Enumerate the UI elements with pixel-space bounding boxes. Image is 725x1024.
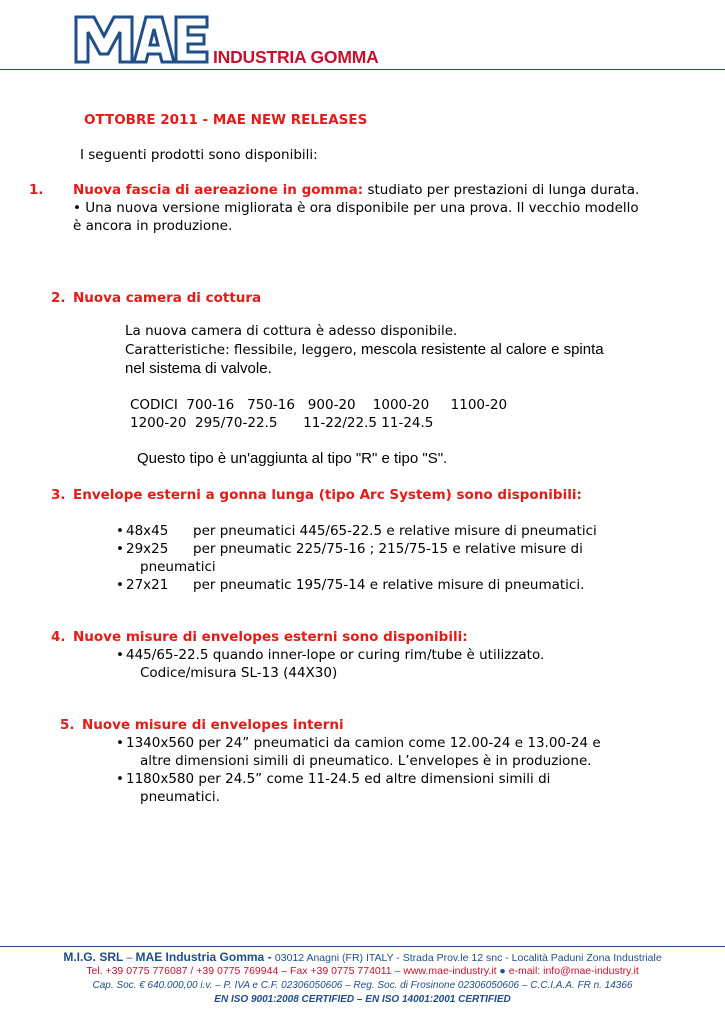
section-2-heading: Nuova camera di cottura bbox=[73, 290, 262, 306]
section-1-heading: Nuova fascia di aereazione in gomma: bbox=[73, 182, 364, 198]
bullet-text-cont: pneumatici bbox=[140, 559, 216, 575]
bullet-text: 1180x580 per 24.5” come 11-24.5 ed altre dimensioni simili di bbox=[126, 771, 551, 787]
section-4-number: 4. bbox=[51, 629, 66, 645]
brand-name: INDUSTRIA GOMMA bbox=[213, 47, 379, 67]
section-3-number: 3. bbox=[51, 487, 66, 503]
bullet-text: per pneumatic 195/75-14 e relative misure di pneumatici. bbox=[193, 577, 585, 593]
section-5-heading: Nuove misure di envelopes interni bbox=[82, 717, 344, 733]
bullet-size: 48x45 bbox=[126, 523, 169, 539]
list-item bbox=[116, 540, 597, 576]
bullet-size: 27x21 bbox=[126, 577, 169, 593]
document-title: OTTOBRE 2011 - MAE NEW RELEASES bbox=[84, 112, 368, 128]
section-2-line3: nel sistema di valvole. bbox=[125, 360, 272, 377]
header-divider bbox=[0, 69, 725, 70]
section-5-list bbox=[116, 734, 601, 806]
section-2-note: Questo tipo è un'aggiunta al tipo "R" e tipo "S". bbox=[137, 450, 448, 467]
bullet-text: per pneumatic 225/75-16 ; 215/75-15 e relative misure di bbox=[193, 541, 583, 557]
section-2-line2 bbox=[125, 341, 604, 358]
section-2-line2-tail: mescola resistente al calore e spinta bbox=[356, 341, 604, 358]
bullet-text: 1340x560 per 24” pneumatici da camion come 12.00-24 e 13.00-24 e bbox=[126, 735, 601, 751]
footer-divider bbox=[0, 946, 725, 947]
bullet-text-cont: Codice/misura SL-13 (44X30) bbox=[140, 665, 338, 681]
section-5-number: 5. bbox=[60, 717, 75, 733]
section-2-line2-start: Caratteristiche: flessibile, leggero, bbox=[125, 342, 357, 358]
bullet-text-cont: pneumatici. bbox=[140, 789, 220, 805]
section-2-number: 2. bbox=[51, 290, 66, 306]
section-4-heading: Nuove misure di envelopes esterni sono disponibili: bbox=[73, 629, 468, 645]
footer-company: M.I.G. SRL bbox=[63, 950, 124, 964]
mae-logo bbox=[74, 14, 209, 64]
bullet-dot-icon: ● bbox=[499, 965, 506, 977]
footer-dash: – bbox=[123, 952, 136, 964]
section-4-list bbox=[116, 646, 544, 682]
intro-text: I seguenti prodotti sono disponibili: bbox=[80, 147, 318, 163]
section-1-heading-tail: studiato per prestazioni di lunga durata. bbox=[363, 182, 640, 198]
bullet-size: 29x25 bbox=[126, 541, 169, 557]
section-3-list bbox=[116, 522, 597, 594]
section-1-paragraph: • Una nuova versione migliorata è ora disponibile per una prova. Il vecchio modello è ancora in produzione. bbox=[73, 200, 639, 234]
list-item bbox=[116, 770, 601, 806]
section-1-number: 1. bbox=[29, 182, 44, 198]
list-item bbox=[116, 576, 597, 594]
section-2-codes-line1: CODICI 700-16 750-16 900-20 1000-20 1100-20 bbox=[130, 397, 508, 413]
footer-brand: MAE Industria Gomma - bbox=[135, 950, 275, 964]
section-2-line1: La nuova camera di cottura è adesso disponibile. bbox=[125, 323, 458, 339]
section-3-heading: Envelope esterni a gonna lunga (tipo Arc System) sono disponibili: bbox=[73, 487, 582, 503]
list-item bbox=[116, 646, 544, 682]
footer-email: e-mail: info@mae-industry.it bbox=[508, 965, 639, 977]
section-2-codes-line2: 1200-20 295/70-22.5 11-22/22.5 11-24.5 bbox=[130, 415, 434, 431]
footer-certs: EN ISO 9001:2008 CERTIFIED – EN ISO 14001:2001 CERTIFIED bbox=[214, 994, 511, 1005]
bullet-text: 445/65-22.5 quando inner-lope or curing rim/tube è utilizzato. bbox=[126, 647, 545, 663]
footer-contacts-line bbox=[0, 965, 725, 977]
list-item bbox=[116, 734, 601, 770]
footer-legal: Cap. Soc. € 640.000,00 i.v. – P. IVA e C.F. 02306050606 – Reg. Soc. di Frosinone 02306050606 – C.C.I.A.A. FR n. 14366 bbox=[92, 980, 633, 991]
bullet-text: per pneumatici 445/65-22.5 e relative misure di pneumatici bbox=[193, 523, 597, 539]
section-4-header bbox=[51, 628, 468, 646]
section-5-header bbox=[60, 716, 344, 734]
footer-address-line bbox=[0, 950, 725, 964]
bullet-text-cont: altre dimensioni simili di pneumatico. L’envelopes è in produzione. bbox=[140, 753, 592, 769]
section-2-header bbox=[51, 289, 261, 307]
section-3-header bbox=[51, 486, 582, 504]
section-1 bbox=[29, 181, 651, 235]
footer-contacts: Tel. +39 0775 776087 / +39 0775 769944 – Fax +39 0775 774011 – www.mae-industry.it bbox=[86, 965, 497, 977]
list-item bbox=[116, 522, 597, 540]
footer-address: 03012 Anagni (FR) ITALY - Strada Prov.le 12 snc - Località Paduni Zona Industriale bbox=[274, 952, 662, 964]
